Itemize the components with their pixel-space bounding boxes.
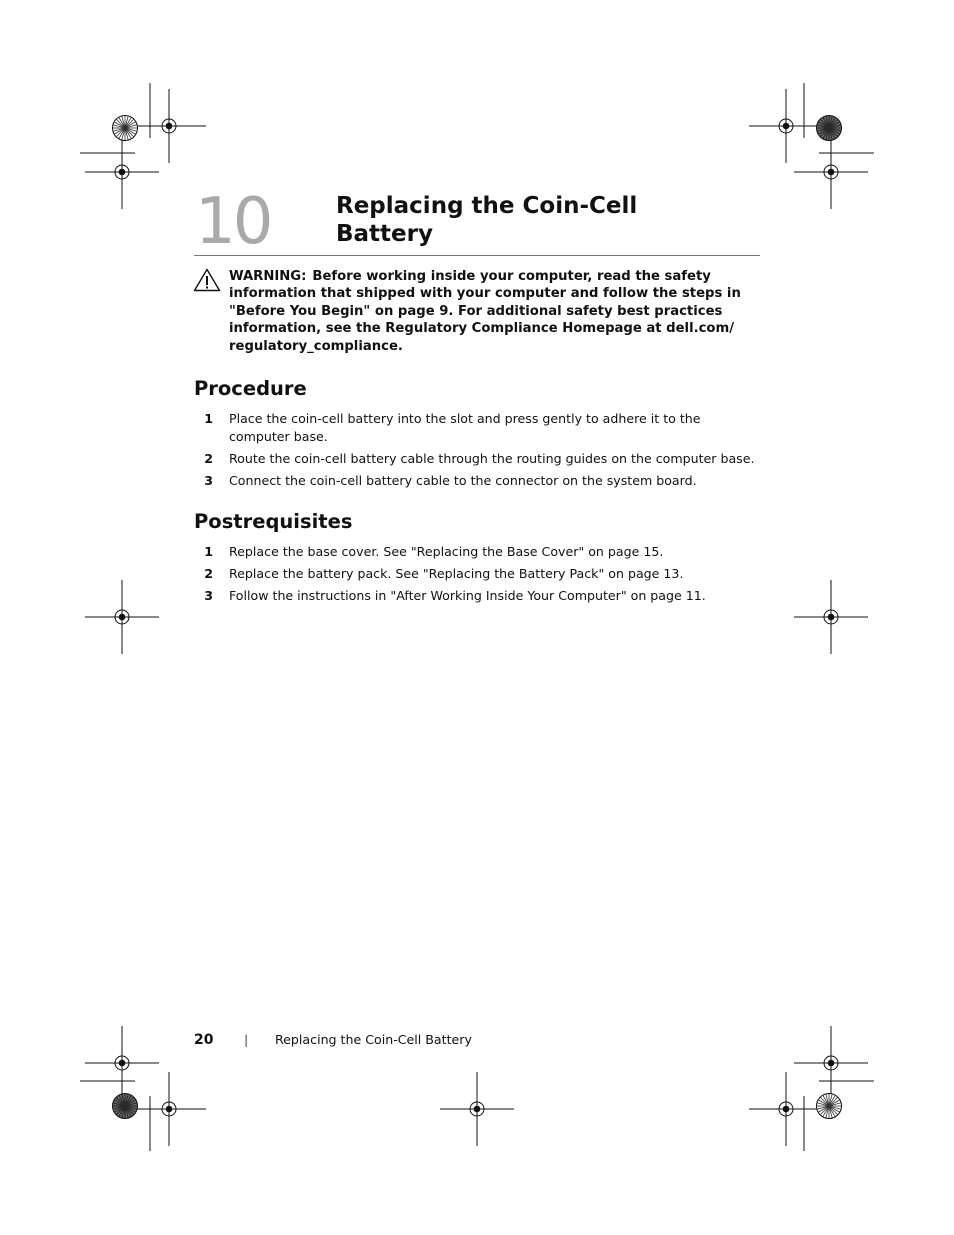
color-target-ray bbox=[826, 128, 829, 140]
step-number: 2 bbox=[204, 566, 213, 581]
postrequisites-heading: Postrequisites bbox=[194, 510, 353, 533]
color-target-ray bbox=[122, 1106, 125, 1118]
color-target-ray bbox=[125, 1106, 131, 1116]
color-target-ray bbox=[125, 128, 131, 138]
color-target-ray bbox=[829, 122, 839, 128]
registration-mark-ring bbox=[115, 165, 129, 179]
registration-mark-ring bbox=[824, 165, 838, 179]
color-target-ray bbox=[817, 1106, 829, 1109]
color-target-ray bbox=[125, 1096, 131, 1106]
list-item bbox=[194, 472, 764, 490]
footer-separator: | bbox=[244, 1032, 249, 1047]
title-divider bbox=[194, 255, 760, 256]
color-target-ray bbox=[829, 1096, 835, 1106]
registration-mark-ring bbox=[162, 1102, 176, 1116]
registration-mark-dot bbox=[783, 123, 790, 130]
color-target-ray bbox=[829, 1100, 839, 1106]
color-target-ray bbox=[817, 128, 829, 131]
color-target-ray bbox=[113, 125, 125, 128]
registration-mark-ring bbox=[824, 610, 838, 624]
registration-mark-dot bbox=[166, 1106, 173, 1113]
registration-mark-dot bbox=[119, 1060, 126, 1067]
registration-mark-ring bbox=[779, 119, 793, 133]
color-target-ray bbox=[125, 125, 137, 128]
color-target-ray bbox=[125, 1100, 135, 1106]
color-target-ray bbox=[829, 1094, 832, 1106]
footer-chapter-title: Replacing the Coin-Cell Battery bbox=[275, 1032, 472, 1047]
color-target-ray bbox=[117, 128, 125, 136]
color-target-ray bbox=[125, 120, 133, 128]
color-target-ray bbox=[125, 128, 137, 131]
color-target-ray bbox=[819, 128, 829, 134]
color-target-ray bbox=[823, 128, 829, 138]
color-target-ray bbox=[125, 128, 128, 140]
color-target-ray bbox=[119, 1106, 125, 1116]
warning-text bbox=[229, 268, 757, 355]
color-target-icon bbox=[817, 116, 842, 141]
registration-mark-dot bbox=[119, 169, 126, 176]
color-target-ray bbox=[119, 118, 125, 128]
color-target-ray bbox=[125, 1106, 128, 1118]
list-item bbox=[194, 543, 764, 561]
registration-mark-ring bbox=[115, 1056, 129, 1070]
color-target-ray bbox=[829, 118, 835, 128]
list-item bbox=[194, 565, 764, 583]
step-number: 3 bbox=[204, 588, 213, 603]
color-target-ray bbox=[125, 118, 131, 128]
color-target-ray bbox=[125, 122, 135, 128]
color-target-ray bbox=[125, 1103, 137, 1106]
color-target-ray bbox=[125, 1106, 133, 1114]
color-target-ray bbox=[125, 1098, 133, 1106]
color-target-ray bbox=[829, 128, 835, 138]
color-target-ray bbox=[821, 1098, 829, 1106]
color-target-ray bbox=[115, 122, 125, 128]
color-target-ray bbox=[115, 1106, 125, 1112]
color-target-ray bbox=[117, 1106, 125, 1114]
color-target-ray bbox=[829, 128, 832, 140]
step-text: Connect the coin-cell battery cable to the connector on the system board. bbox=[229, 472, 697, 488]
color-target-ray bbox=[819, 122, 829, 128]
warning-triangle-icon bbox=[193, 268, 221, 292]
color-target-ray bbox=[115, 1100, 125, 1106]
step-number: 3 bbox=[204, 472, 213, 488]
color-target-ray bbox=[821, 1106, 829, 1114]
step-text: Place the coin-cell battery into the slot and press gently to adhere it to the computer base. bbox=[229, 411, 701, 444]
color-target-ray bbox=[829, 1106, 832, 1118]
color-target-ray bbox=[829, 1106, 835, 1116]
color-target-ray bbox=[829, 128, 837, 136]
color-target-ray bbox=[125, 1106, 135, 1112]
color-target-ray bbox=[119, 128, 125, 138]
color-target-ray bbox=[829, 125, 841, 128]
chapter-title-line-1: Replacing the Coin-Cell bbox=[336, 193, 638, 219]
color-target-ray bbox=[829, 120, 837, 128]
chapter-number: 10 bbox=[195, 185, 271, 259]
registration-mark-dot bbox=[474, 1106, 481, 1113]
list-item bbox=[194, 587, 764, 605]
color-target-ray bbox=[829, 128, 841, 131]
color-target-ray bbox=[125, 1106, 137, 1109]
color-target-ray bbox=[829, 128, 839, 134]
color-target-ray bbox=[125, 116, 128, 128]
color-target-ray bbox=[817, 1103, 829, 1106]
color-target-ray bbox=[819, 1106, 829, 1112]
color-target-ray bbox=[823, 1096, 829, 1106]
registration-mark-ring bbox=[824, 1056, 838, 1070]
registration-mark-dot bbox=[828, 169, 835, 176]
procedure-heading: Procedure bbox=[194, 377, 307, 400]
postrequisites-steps bbox=[194, 543, 764, 609]
color-target-ray bbox=[826, 1094, 829, 1106]
color-target-ray bbox=[829, 1106, 839, 1112]
step-number: 1 bbox=[204, 544, 213, 559]
color-target-ray bbox=[829, 1103, 841, 1106]
step-text: Replace the battery pack. See "Replacing the Battery Pack" on page 13. bbox=[229, 566, 684, 581]
color-target-ray bbox=[125, 128, 133, 136]
color-target-ray bbox=[113, 1106, 125, 1109]
color-target-ray bbox=[826, 116, 829, 128]
color-target-ray bbox=[823, 1106, 829, 1116]
color-target-ray bbox=[113, 128, 125, 131]
color-target-ray bbox=[829, 1106, 841, 1109]
color-target-ray bbox=[125, 128, 135, 134]
color-target-icon bbox=[113, 116, 138, 141]
registration-mark-ring bbox=[470, 1102, 484, 1116]
color-target-ray bbox=[817, 125, 829, 128]
procedure-steps bbox=[194, 410, 764, 494]
step-text: Route the coin-cell battery cable through the routing guides on the computer base. bbox=[229, 450, 755, 466]
color-target-ray bbox=[117, 1098, 125, 1106]
color-target-ray bbox=[125, 1094, 128, 1106]
color-target-ray bbox=[117, 120, 125, 128]
color-target-ray bbox=[122, 128, 125, 140]
registration-mark-dot bbox=[119, 614, 126, 621]
registration-mark-ring bbox=[115, 610, 129, 624]
color-target-ray bbox=[819, 1100, 829, 1106]
step-number: 1 bbox=[204, 411, 213, 426]
color-target-ray bbox=[122, 1094, 125, 1106]
color-target-icon bbox=[113, 1094, 138, 1119]
list-item bbox=[194, 450, 764, 468]
registration-mark-dot bbox=[166, 123, 173, 130]
color-target-ray bbox=[826, 1106, 829, 1118]
color-target-ray bbox=[823, 118, 829, 128]
step-text: Replace the base cover. See "Replacing the Base Cover" on page 15. bbox=[229, 544, 664, 559]
chapter-title-line-2: Battery bbox=[336, 221, 433, 247]
color-target-ray bbox=[115, 128, 125, 134]
list-item bbox=[194, 410, 764, 445]
color-target-ray bbox=[821, 128, 829, 136]
color-target-ray bbox=[119, 1096, 125, 1106]
registration-mark-dot bbox=[828, 614, 835, 621]
registration-mark-ring bbox=[779, 1102, 793, 1116]
color-target-ray bbox=[829, 1106, 837, 1114]
step-text: Follow the instructions in "After Working Inside Your Computer" on page 11. bbox=[229, 588, 706, 603]
registration-mark-dot bbox=[783, 1106, 790, 1113]
color-target-ray bbox=[829, 1098, 837, 1106]
color-target-ray bbox=[829, 116, 832, 128]
color-target-ray bbox=[122, 116, 125, 128]
registration-mark-ring bbox=[162, 119, 176, 133]
color-target-ray bbox=[821, 120, 829, 128]
color-target-ray bbox=[113, 1103, 125, 1106]
color-target-icon bbox=[817, 1094, 842, 1119]
warning-label: WARNING: bbox=[229, 269, 307, 284]
registration-mark-dot bbox=[828, 1060, 835, 1067]
warning-body: Before working inside your computer, read the safety information that shipped with your computer and follow the steps in "Before You Begin" on page 9. For additional safety best practices information, see the Regulatory Compliance Homepage at dell.com/ regulatory_compliance. bbox=[229, 269, 741, 354]
page-number: 20 bbox=[194, 1032, 214, 1048]
step-number: 2 bbox=[204, 450, 213, 466]
chapter-title bbox=[336, 192, 637, 248]
